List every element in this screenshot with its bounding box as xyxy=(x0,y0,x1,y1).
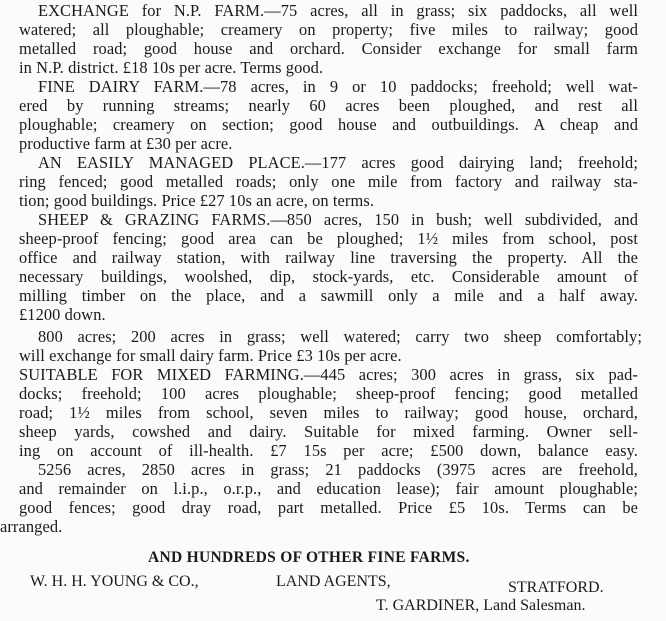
listing-line: milling timber on the place, and a sawmill only a mile and a half away. xyxy=(19,286,638,305)
listing-line: tion; good buildings. Price £27 10s an acre, on terms. xyxy=(19,191,375,210)
listing-line: sheep-proof fencing; good area can be ploughed; 1½ miles from school, post xyxy=(19,229,638,248)
listing-line: 5256 acres, 2850 acres in grass; 21 paddocks (3975 acres are freehold, xyxy=(38,460,638,479)
listing-line: ploughable; creamery on section; good house and outbuildings. A cheap and xyxy=(19,115,638,134)
listing-line: and remainder on l.i.p., o.r.p., and education lease); fair amount ploughable; xyxy=(19,479,638,498)
footer-role: LAND AGENTS, xyxy=(276,573,391,590)
listing-line: £1200 down. xyxy=(19,305,106,324)
listing-line: EXCHANGE for N.P. FARM.—75 acres, all in grass; six paddocks, all well xyxy=(38,1,638,20)
listing-line: office and railway station, with railway line traversing the property. All the xyxy=(19,248,638,267)
listing-line: arranged. xyxy=(0,517,63,536)
listing-line: road; 1½ miles from school, seven miles to railway; good house, orchard, xyxy=(19,403,638,422)
footer-firm-name: W. H. H. YOUNG & CO., xyxy=(30,573,199,590)
listing-line: will exchange for small dairy farm. Price £3 10s per acre. xyxy=(19,346,402,365)
listing-line: good fences; good dray road, part metalled. Price £5 10s. Terms can be xyxy=(19,498,638,517)
listing-line: AN EASILY MANAGED PLACE.—177 acres good dairying land; freehold; xyxy=(38,153,638,172)
listing-line: productive farm at £30 per acre. xyxy=(19,134,233,153)
listing-line: docks; freehold; 100 acres ploughable; sheep-proof fencing; good metalled xyxy=(19,384,638,403)
footer-salesman: T. GARDINER, Land Salesman. xyxy=(376,597,586,614)
listing-line: ing on account of ill-health. £7 15s per acre; £500 down, balance easy. xyxy=(19,441,638,460)
listing-line: necessary buildings, woolshed, dip, stock-yards, etc. Considerable amount of xyxy=(19,267,638,286)
listing-line: SUITABLE FOR MIXED FARMING.—445 acres; 300 acres in grass, six pad- xyxy=(19,365,638,384)
footer-headline: AND HUNDREDS OF OTHER FINE FARMS. xyxy=(148,549,470,566)
footer-town: STRATFORD. xyxy=(508,579,604,596)
listing-line: ring fenced; good metalled roads; only one mile from factory and railway sta- xyxy=(19,172,638,191)
listing-line: sheep yards, cowshed and dairy. Suitable for mixed farming. Owner sell- xyxy=(19,422,638,441)
listing-line: watered; all ploughable; creamery on property; five miles to railway; good xyxy=(19,20,638,39)
listing-line: SHEEP & GRAZING FARMS.—850 acres, 150 in bush; well subdivided, and xyxy=(38,210,638,229)
listing-line: metalled road; good house and orchard. Consider exchange for small farm xyxy=(19,39,638,58)
listing-line: in N.P. district. £18 10s per acre. Terms good. xyxy=(19,58,324,77)
listing-line: ered by running streams; nearly 60 acres been ploughed, and rest all xyxy=(19,96,638,115)
listing-line: 800 acres; 200 acres in grass; well watered; carry two sheep comfortably; xyxy=(38,327,642,346)
listing-line: FINE DAIRY FARM.—78 acres, in 9 or 10 paddocks; freehold; well wat- xyxy=(38,77,638,96)
